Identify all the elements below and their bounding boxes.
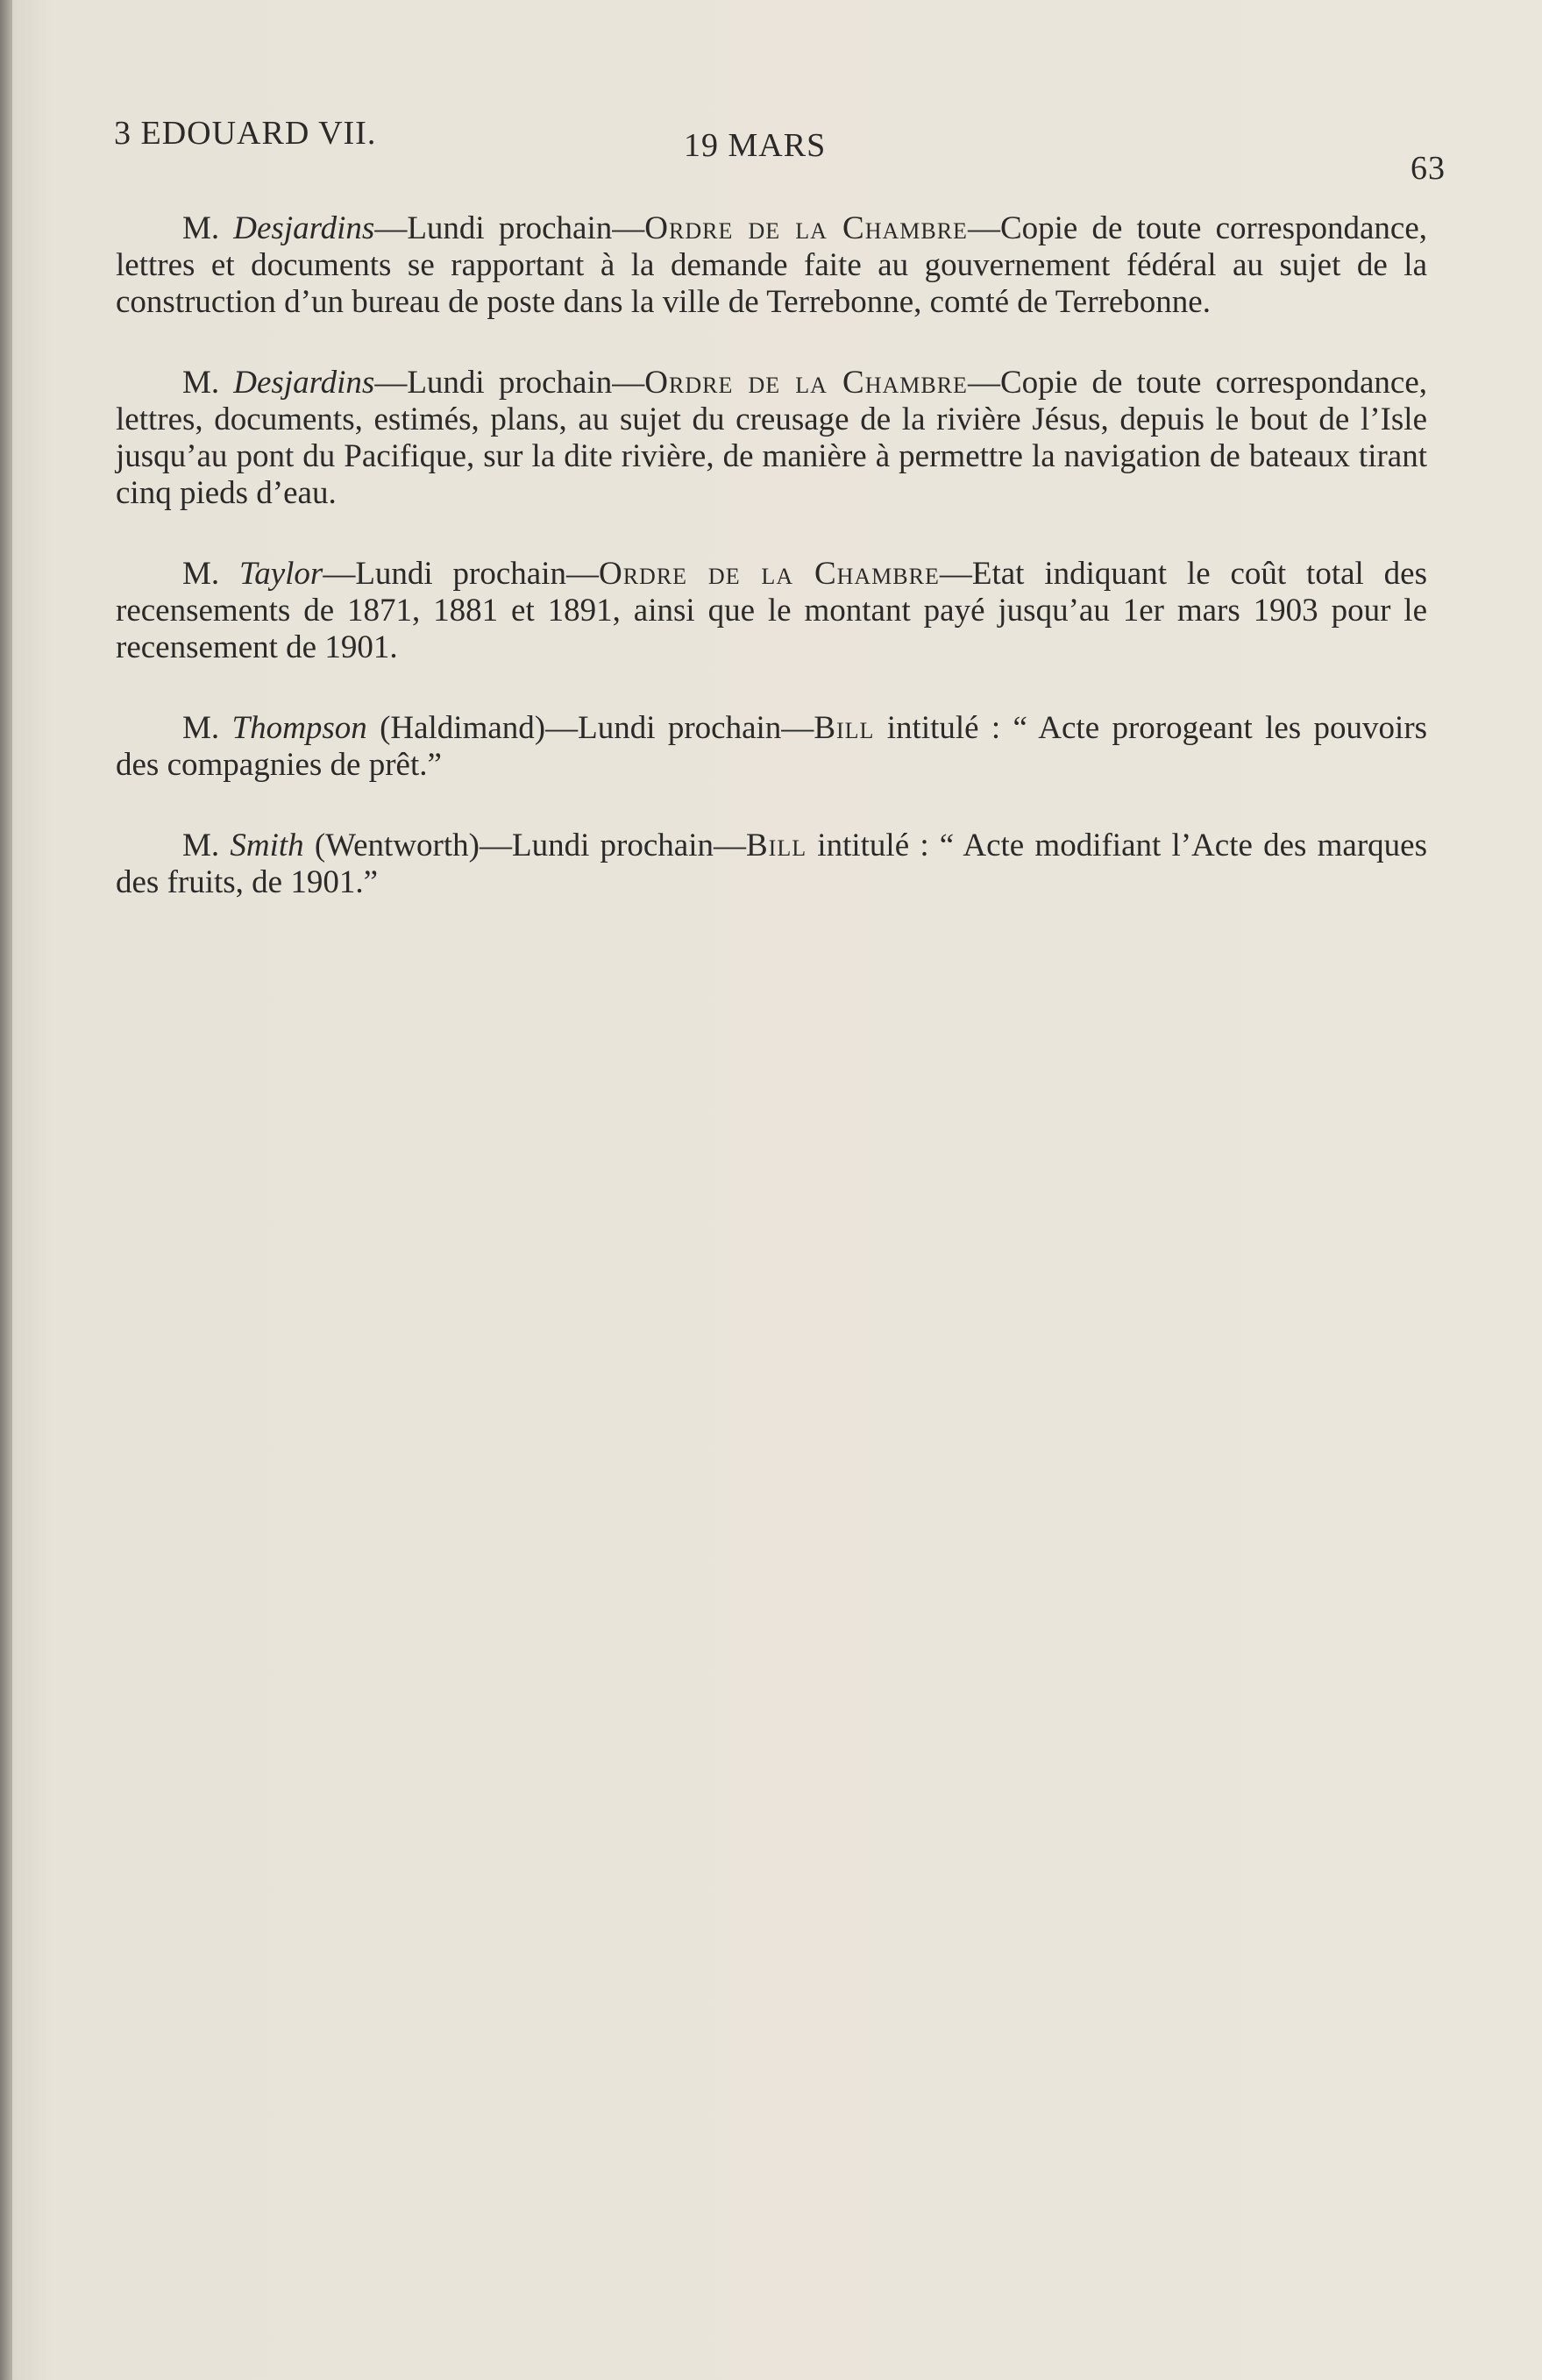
notice-text: intitulé : “ Acte prorogeant les pouvoirs des compagnies de prêt.” [116,710,1428,783]
notice-paragraph [116,710,1427,784]
member-name: Smith [230,828,304,863]
member-riding: (Haldimand) [366,710,546,746]
notice-timing: —Lundi prochain— [479,828,746,863]
member-title: M. [182,828,220,863]
header-date: 19 MARS [684,127,827,164]
notice-kind: Ordre de la Chambre [644,210,968,246]
notice-timing: —Lundi prochain— [374,365,645,401]
member-name: Desjardins [233,210,375,246]
notice-paragraph [116,556,1427,666]
notice-entry [116,556,1427,666]
page-number: 63 [1411,150,1446,187]
member-title: M. [182,365,220,401]
member-title: M. [182,556,220,592]
notice-entry [116,828,1427,901]
notice-entry [116,210,1427,321]
notice-timing: —Lundi prochain— [545,710,814,746]
notice-text: —Copie de toute correspondance, lettres, documents, estimés, plans, au sujet du creusage de la rivière Jésus, depuis le bout de l’Isle jusqu’au pont du Pacifique, sur la dite rivière, de manière à permettre la navigation de bateaux tirant cinq pieds d’eau. [116,365,1427,511]
member-name: Thompson [231,710,367,746]
notice-text: intitulé : “ Acte modifiant l’Acte des marques des fruits, de 1901.” [116,828,1427,900]
member-name: Desjardins [233,365,375,401]
binding-edge [0,0,12,2380]
running-header [114,114,1446,187]
notice-kind: Ordre de la Chambre [644,365,968,401]
member-title: M. [182,710,220,746]
page-body [116,210,1427,945]
header-regnal-year: 3 EDOUARD VII. [114,115,377,152]
member-title: M. [182,210,220,246]
notice-timing: —Lundi prochain— [323,556,599,592]
member-riding: (Wentworth) [303,828,480,863]
notice-paragraph [116,828,1427,901]
notice-paragraph [116,365,1427,512]
notice-paragraph [116,210,1427,321]
notice-entry [116,710,1427,784]
member-name: Taylor [239,556,323,592]
notice-entry [116,365,1427,512]
notice-kind: Bill [746,828,807,863]
notice-text: —Copie de toute correspondance, lettres et documents se rapportant à la demande faite au gouvernement fédéral au sujet de la construction d’un bureau de poste dans la ville de Terrebonne, comté de Terrebonne. [116,210,1427,320]
notice-text: —Etat indiquant le coût total des recensements de 1871, 1881 et 1891, ainsi que le montant payé jusqu’au 1er mars 1903 pour le recensement de 1901. [116,556,1427,665]
notice-kind: Bill [814,710,875,746]
notice-timing: —Lundi prochain— [374,210,645,246]
notice-kind: Ordre de la Chambre [599,556,940,592]
